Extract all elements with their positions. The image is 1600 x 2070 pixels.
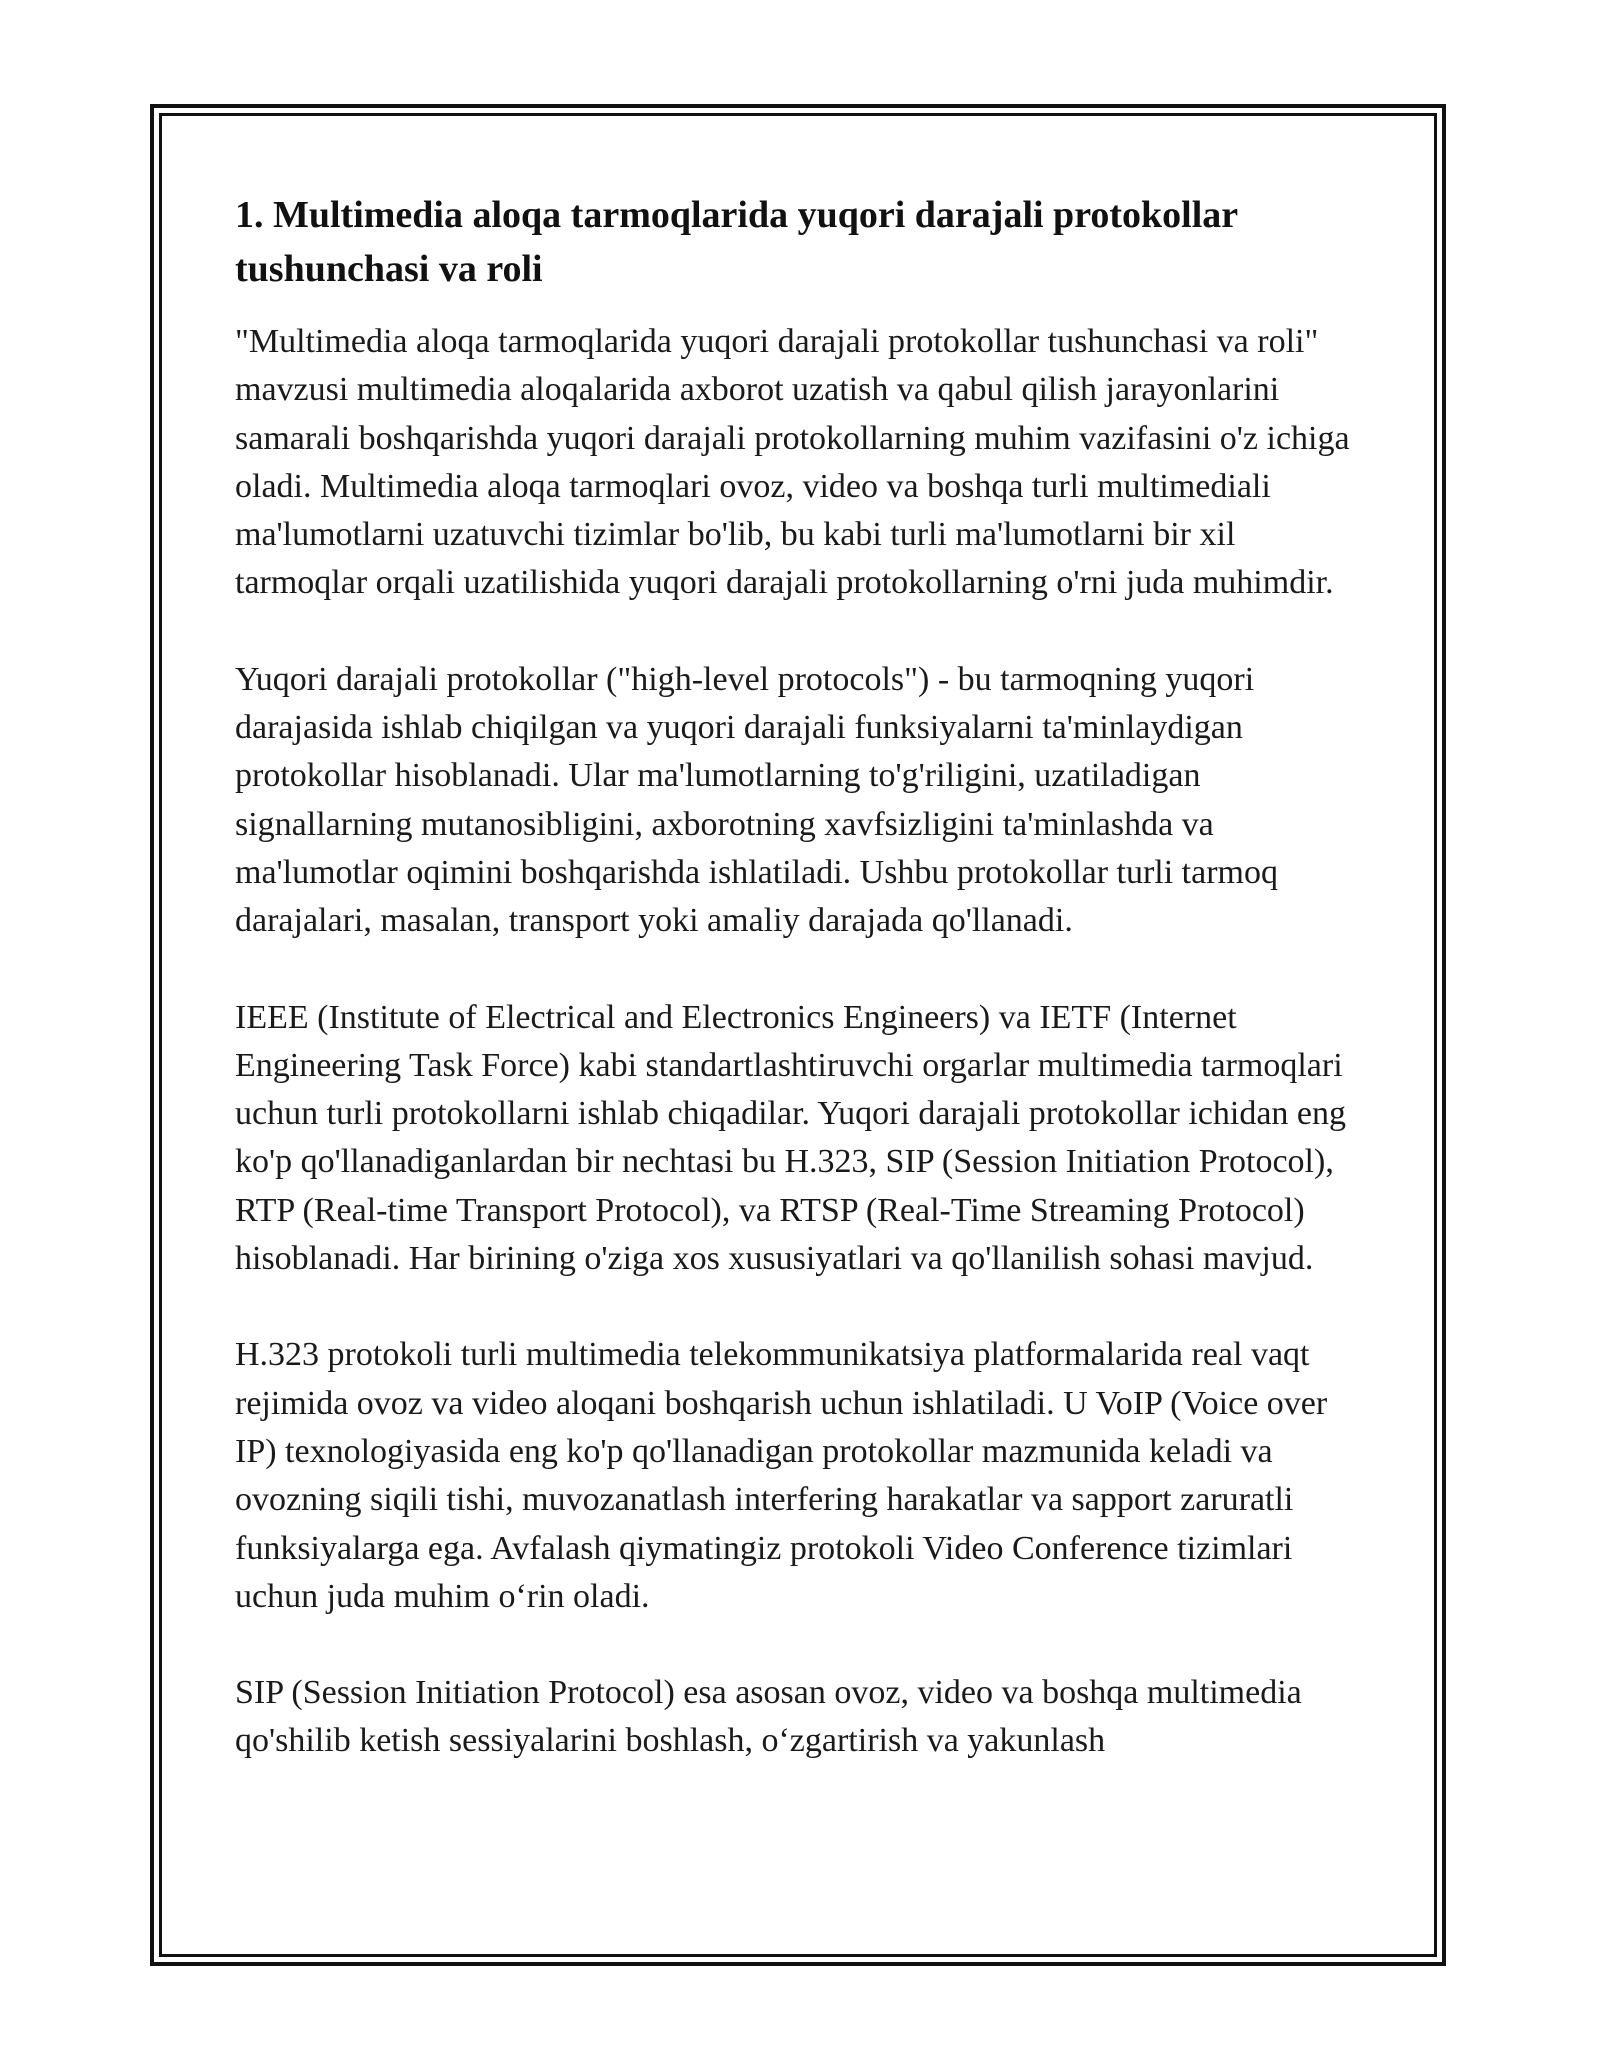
paragraph-1: "Multimedia aloqa tarmoqlarida yuqori darajali protokollar tushunchasi va roli" mavzusi multimedia aloqalarida axborot uzatish va qabul qilish jarayonlarini samarali boshqarishda yuqori darajali protokollarning muhim vazifasini o'z ichiga oladi. Multimedia aloqa tarmoqlari ovoz, video va boshqa turli multimediali ma'lumotlarni uzatuvchi tizimlar bo'lib, bu kabi turli ma'lumotlarni bir xil tarmoqlar orqali uzatilishida yuqori darajali protokollarning o'rni juda muhimdir.: [235, 323, 1350, 602]
paragraph-5: SIP (Session Initiation Protocol) esa asosan ovoz, video va boshqa multimedia qo'shilib ketish sessiyalarini boshlash, o‘zgartirish va yakunlash: [235, 1674, 1302, 1760]
section-heading: 1. Multimedia aloqa tarmoqlarida yuqori darajali protokollar tushunchasi va roli: [235, 194, 1238, 290]
document-body: [235, 188, 1375, 1766]
paragraph-3: IEEE (Institute of Electrical and Electronics Engineers) va IETF (Internet Engineering Task Force) kabi standartlashtiruvchi orgarlar multimedia tarmoqlari uchun turli protokollarni ishlab chiqadilar. Yuqori darajali protokollar ichidan eng ko'p qo'llanadiganlardan bir nechtasi bu H.323, SIP (Session Initiation Protocol), RTP (Real-time Transport Protocol), va RTSP (Real-Time Streaming Protocol) hisoblanadi. Har birining o'ziga xos xususiyatlari va qo'llanilish sohasi mavjud.: [235, 998, 1347, 1278]
paragraph-4: H.323 protokoli turli multimedia telekommunikatsiya platformalarida real vaqt rejimida ovoz va video aloqani boshqarish uchun ishlatiladi. U VoIP (Voice over IP) texnologiyasida eng ko'p qo'llanadigan protokollar mazmunida keladi va ovozning siqili tishi, muvozanatlash interfering harakatlar va sapport zaruratli funksiyalarga ega. Avfalash qiymatingiz protokoli Video Conference tizimlari uchun juda muhim o‘rin oladi.: [235, 1336, 1328, 1615]
paragraph-2: Yuqori darajali protokollar ("high-level protocols") - bu tarmoqning yuqori darajasida ishlab chiqilgan va yuqori darajali funksiyalarni ta'minlaydigan protokollar hisoblanadi. Ular ma'lumotlarning to'g'riligini, uzatiladigan signallarning mutanosibligini, axborotning xavfsizligini ta'minlashda va ma'lumotlar oqimini boshqarishda ishlatiladi. Ushbu protokollar turli tarmoq darajalari, masalan, transport yoki amaliy darajada qo'llanadi.: [235, 660, 1278, 940]
